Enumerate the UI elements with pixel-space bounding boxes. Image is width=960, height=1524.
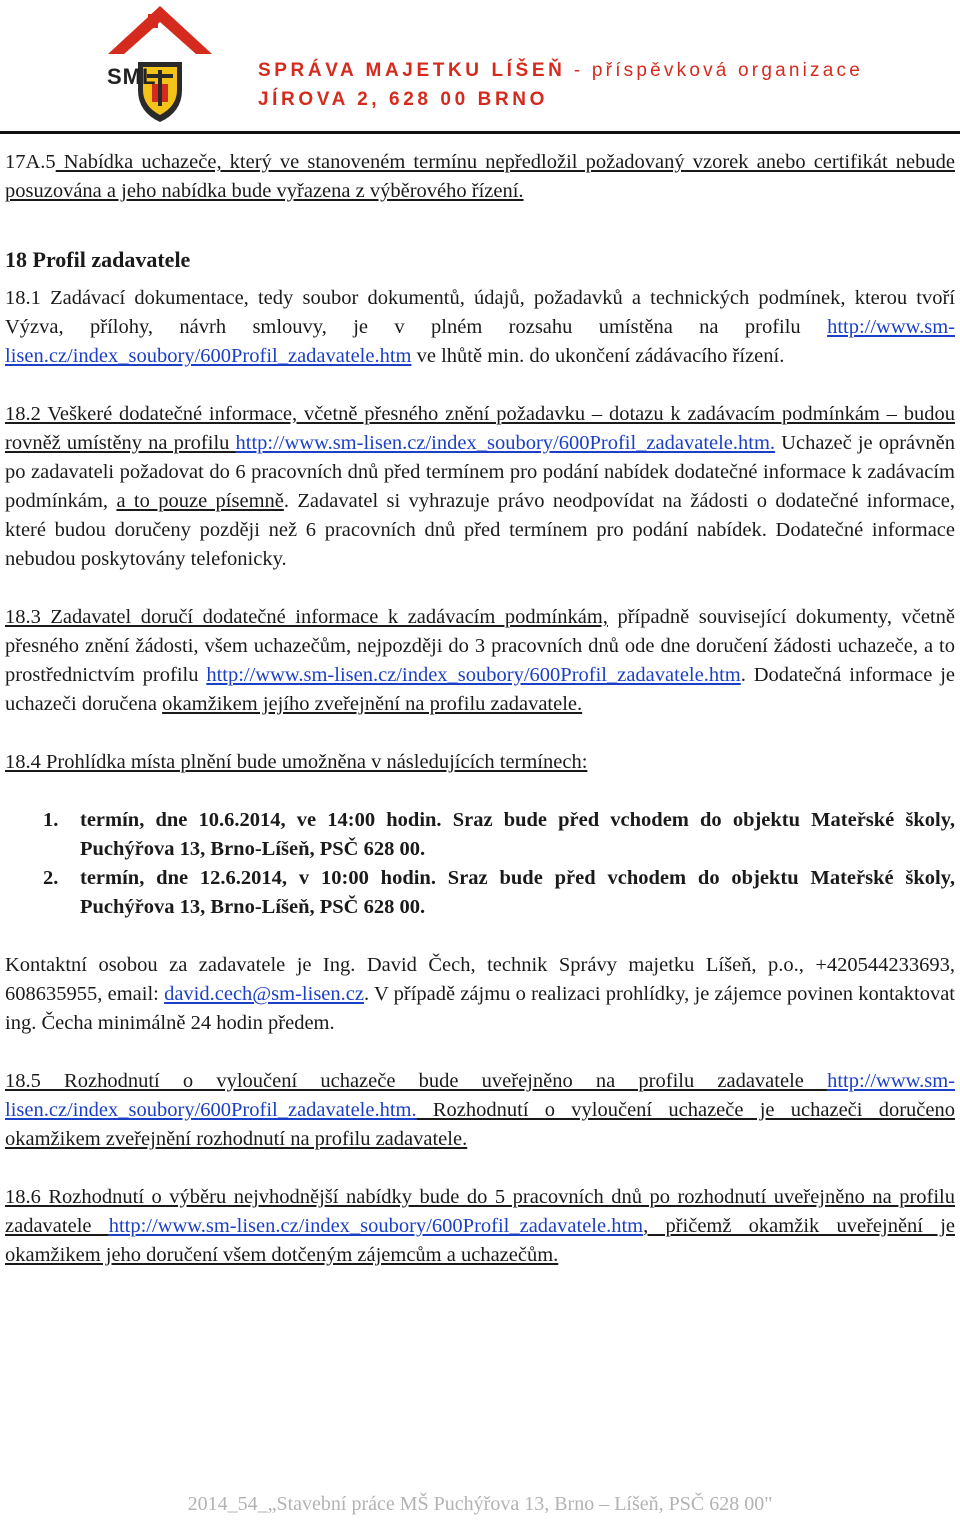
paragraph-text: . Dodatečná informace je uchazeči doručena: [5, 664, 955, 715]
paragraph-text: ve lhůtě min. do ukončení zádávacího řízení.: [411, 345, 785, 367]
list-item-text: termín, dne 10.6.2014, ve 14:00 hodin. Sraz bude před vchodem do objektu Mateřské školy, Puchýřova 13, Brno-Líšeň, PSČ 628 00.: [80, 809, 955, 860]
organization-name-main: SPRÁVA MAJETKU LÍŠEŇ: [258, 60, 566, 81]
paragraph-text: Uchazeč je oprávněn po zadavateli požadovat do 6 pracovních dnů před termínem pro podání nabídek dodatečné informace k zadávacím podmínkám,: [5, 432, 955, 512]
paragraph-text: Rozhodnutí o vyloučení uchazeče je uchazeči doručeno okamžikem zveřejnění rozhodnutí na profilu zadavatele.: [5, 1099, 955, 1150]
logo-text: SML: [107, 64, 157, 89]
paragraph-text: okamžikem jejího zveřejnění na profilu zadavatele.: [162, 693, 583, 715]
paragraph-text: 18.1 Zadávací dokumentace, tedy soubor dokumentů, údajů, požadavků a technických podmínek, kterou tvoří Výzva, přílohy, návrh smlouvy, je v plném rozsahu umístěna na profilu: [5, 287, 955, 338]
spacer: [5, 922, 955, 951]
spacer: [5, 371, 955, 400]
paragraph-text: a to pouze písemně: [116, 490, 284, 512]
paragraph-number: 17A.5: [5, 151, 56, 173]
paragraph-text: Nabídka uchazeče, který ve stanoveném termínu nepředložil požadovaný vzorek anebo certifikát nebude posuzována a jeho nabídka bude vyřazena z výběrového řízení.: [5, 151, 955, 202]
spacer: [5, 719, 955, 748]
spacer: [5, 1038, 955, 1067]
page-footer: 2014_54_„Stavební práce MŠ Puchýřova 13, Brno – Líšeň, PSČ 628 00": [187, 1493, 773, 1515]
paragraph-18-1: [5, 284, 955, 371]
spacer: [5, 574, 955, 603]
inspection-terms-list: [5, 806, 955, 922]
paragraph-18-3: [5, 603, 955, 719]
profile-link[interactable]: http://www.sm-lisen.cz/index_soubory/600Profil_zadavatele.htm: [108, 1215, 644, 1237]
paragraph-text: 18.3 Zadavatel doručí dodatečné informace k zadávacím podmínkám,: [5, 606, 608, 628]
profile-link[interactable]: http://www.sm-lisen.cz/index_soubory/600Profil_zadavatele.htm.: [235, 432, 776, 454]
paragraph-18-4: [5, 748, 955, 777]
list-item-number: 1.: [43, 809, 59, 831]
paragraph-text: 18.4 Prohlídka místa plnění bude umožněna v následujících termínech:: [5, 751, 588, 773]
organization-name: [258, 60, 863, 82]
paragraph-text: Kontaktní osobou za zadavatele je Ing. David Čech, technik Správy majetku Líšeň, p.o., +420544233693, 608635955, email:: [5, 954, 955, 1005]
paragraph-17a5: [5, 148, 955, 206]
paragraph-text: , přičemž okamžik uveřejnění je okamžikem jeho doručení všem dotčeným zájemcům a uchazečům.: [5, 1215, 955, 1266]
header-divider: [0, 131, 960, 134]
spacer: [5, 1154, 955, 1183]
paragraph-18-5: [5, 1067, 955, 1154]
list-item-text: termín, dne 12.6.2014, v 10:00 hodin. Sraz bude před vchodem do objektu Mateřské školy, Puchýřova 13, Brno-Líšeň, PSČ 628 00.: [80, 867, 955, 918]
email-link[interactable]: david.cech@sm-lisen.cz: [164, 983, 364, 1005]
paragraph-text: . Zadavatel si vyhrazuje právo neodpovídat na žádosti o dodatečné informace, které budou doručeny později než 6 pracovních dnů před termínem pro podání nabídek. Dodatečné informace nebudou poskytovány telefonicky.: [5, 490, 956, 570]
spacer: [5, 777, 955, 806]
organization-address: JÍROVA 2, 628 00 BRNO: [258, 89, 548, 110]
page-header: [0, 0, 960, 130]
document-body: [5, 148, 955, 1270]
profile-link[interactable]: http://www.sm-lisen.cz/index_soubory/600Profil_zadavatele.htm.: [5, 1070, 955, 1121]
profile-link[interactable]: http://www.sm-lisen.cz/index_soubory/600Profil_zadavatele.htm: [206, 664, 741, 686]
paragraph-text: případně související dokumenty, včetně přesného znění žádosti, všem uchazečům, nejpozději do 3 pracovních dnů ode dne doručení žádosti uchazeče, a to prostřednictvím profilu: [5, 606, 955, 686]
paragraph-text: 18.2 Veškeré dodatečné informace, včetně přesného znění požadavku – dotazu k zadávacím podmínkám – budou rovněž umístěny na profilu: [5, 403, 955, 454]
list-item: [5, 864, 955, 922]
paragraph-text: 18.6 Rozhodnutí o výběru nejvhodnější nabídky bude do 5 pracovních dnů po rozhodnutí uveřejněno na profilu zadavatele: [5, 1186, 955, 1237]
paragraph-18-2: [5, 400, 955, 574]
paragraph-text: . V případě zájmu o realizaci prohlídky, je zájemce povinen kontaktovat ing. Čecha minimálně 24 hodin předem.: [5, 983, 955, 1034]
profile-link[interactable]: http://www.sm-lisen.cz/index_soubory/600Profil_zadavatele.htm: [5, 316, 955, 367]
section-title: 18 Profil zadavatele: [5, 247, 191, 272]
contact-paragraph: [5, 951, 955, 1038]
paragraph-text: 18.5 Rozhodnutí o vyloučení uchazeče bude uveřejněno na profilu zadavatele: [5, 1070, 828, 1092]
organization-type: - příspěvková organizace: [565, 60, 863, 81]
paragraph-18-6: [5, 1183, 955, 1270]
list-item-number: 2.: [43, 867, 59, 889]
list-item: [5, 806, 955, 864]
